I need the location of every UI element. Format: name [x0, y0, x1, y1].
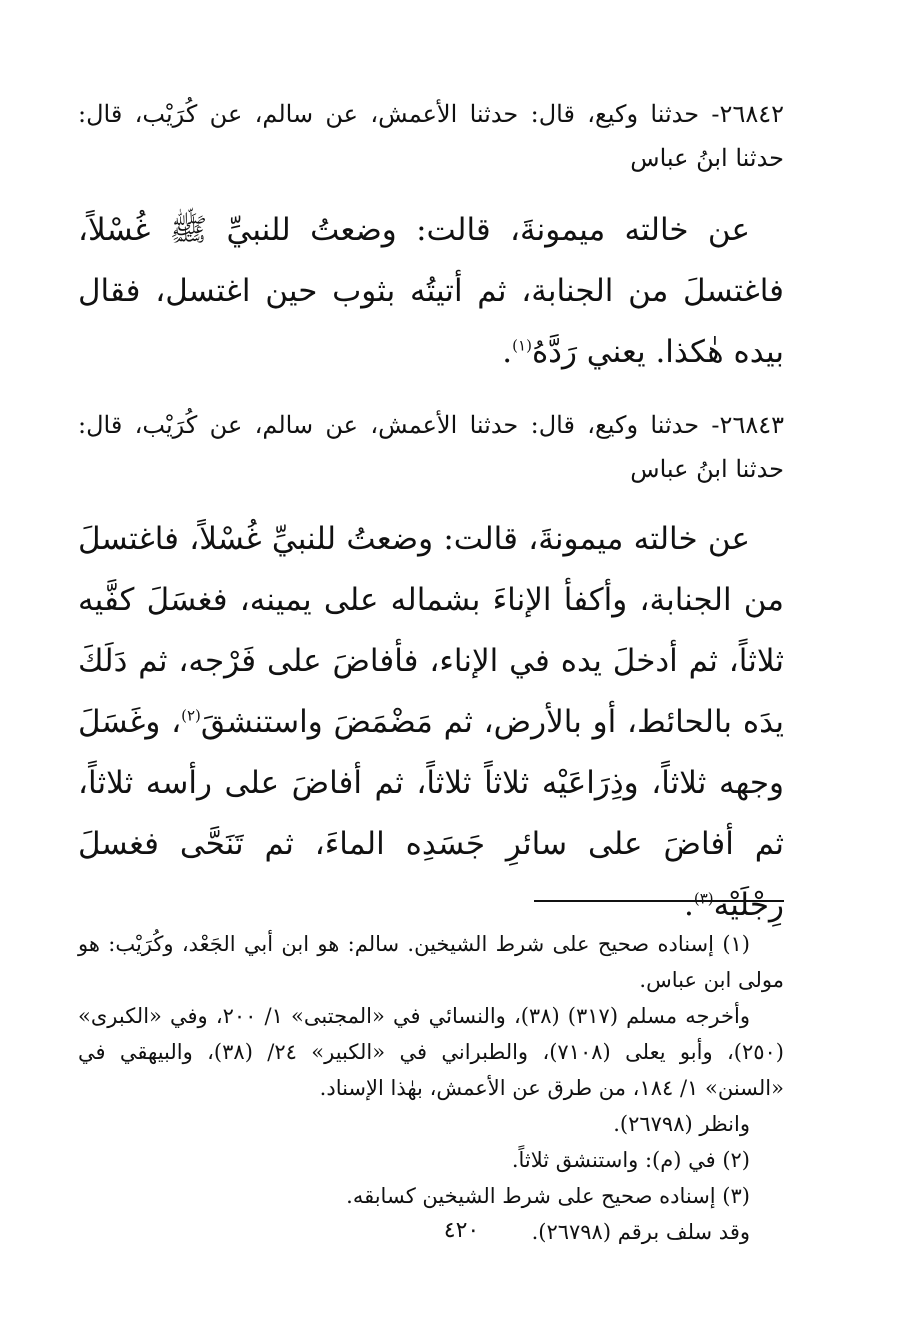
hadith-26843-matn-text-1: عن خالته ميمونةَ، قالت: وضعتُ للنبيِّ غُسْلاً، فاغتسلَ من الجنابة، وأكفأ الإناءَ بشماله على يمينه، فغسَلَ كفَّيه ثلاثاً، ثم أدخلَ يده في الإناء، فأفاضَ على فَرْجه، ثم دَلَكَ يدَه بالحائط، أو بالأرض، ثم مَضْمَضَ واستنشقَ — [78, 521, 784, 740]
hadith-26843-end: . — [683, 887, 694, 923]
hadith-26843-matn-text-2: ، وغَسَلَ وجهه ثلاثاً، وذِرَاعَيْه ثلاثاً ثلاثاً، ثم أفاضَ على رأسه ثلاثاً، ثم أفاضَ على سائرِ جَسَدِه الماءَ، ثم تَنَحَّى فغسلَ رِجْلَيْه — [78, 704, 784, 923]
page-number: ٤٢٠ — [443, 1218, 480, 1243]
footnote-3: (٣) إسناده صحيح على شرط الشيخين كسابقه. — [346, 1184, 750, 1208]
footnote-3-cross-ref: وقد سلف برقم (٢٦٧٩٨). — [531, 1220, 750, 1244]
hadith-26842-matn-text: عن خالته ميمونةَ، قالت: وضعتُ للنبيِّ ﷺ غُسْلاً، فاغتسلَ من الجنابة، ثم أتيتُه بثوب حين اغتسل، فقال بيده هٰكذا. يعني رَدَّهُ — [78, 212, 784, 370]
hadith-26842-matn — [78, 200, 784, 383]
footnote-ref-2[interactable]: (٢) — [181, 706, 201, 725]
hadith-26842-isnad: ٢٦٨٤٢- حدثنا وكيع، قال: حدثنا الأعمش، عن سالم، عن كُرَيْب، قال: حدثنا ابنُ عباس — [78, 100, 784, 172]
footnote-ref-1[interactable]: (١) — [512, 336, 532, 355]
hadith-26843-isnad: ٢٦٨٤٣- حدثنا وكيع، قال: حدثنا الأعمش، عن سالم، عن كُرَيْب، قال: حدثنا ابنُ عباس — [78, 411, 784, 483]
footnote-2: (٢) في (م): واستنشق ثلاثاً. — [511, 1148, 750, 1172]
hadith-26842-end: . — [502, 334, 513, 370]
footnote-1-cross-ref: وانظر (٢٦٧٩٨). — [613, 1112, 750, 1136]
footnote-divider — [534, 900, 784, 902]
footnote-1-takhrij: وأخرجه مسلم (٣١٧) (٣٨)، والنسائي في «المجتبى» ١/ ٢٠٠، وفي «الكبرى» (٢٥٠)، وأبو يعلى (٧١٠٨)، والطبراني في «الكبير» ٢٤/ (٣٨)، والبيهقي في «السنن» ١/ ١٨٤، من طرق عن الأعمش، بهٰذا الإسناد. — [78, 1004, 784, 1100]
footnotes — [78, 926, 784, 1250]
footnote-ref-3[interactable]: (٣) — [693, 889, 714, 908]
footnote-1: (١) إسناده صحيح على شرط الشيخين. سالم: هو ابن أبي الجَعْد، وكُرَيْب: هو مولى ابن عباس. — [78, 932, 784, 992]
hadith-26843-matn — [78, 509, 784, 936]
